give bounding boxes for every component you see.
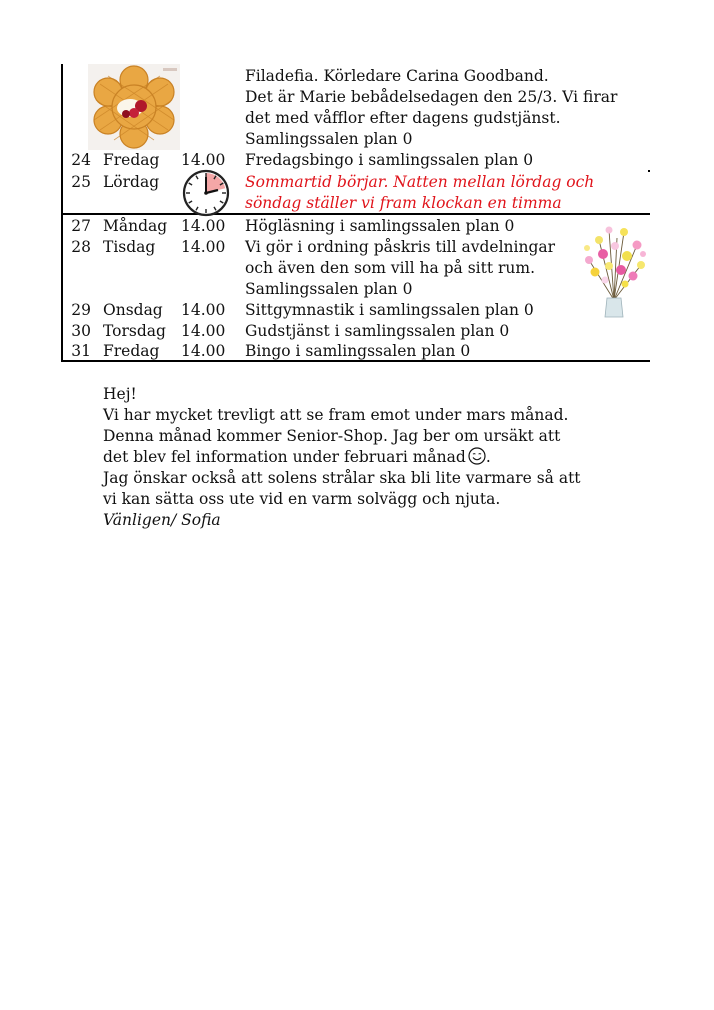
event-text-red-2: söndag ställer vi fram klockan en timma [245,194,562,212]
letter-greeting: Hej! [103,385,137,403]
letter-line-3 [103,447,491,468]
letter-line-1: Vi har mycket trevligt att se fram emot under mars månad. [103,406,569,424]
intro-line-1: Filadefia. Körledare Carina Goodband. [245,67,549,85]
day-name: Tisdag [103,238,156,256]
intro-line-3: det med våfflor efter dagens gudstjänst. [245,109,561,127]
event-text: Sittgymnastik i samlingssalen plan 0 [245,301,534,319]
event-time: 14.00 [181,151,226,169]
event-text: Bingo i samlingssalen plan 0 [245,342,471,360]
day-name: Måndag [103,217,168,235]
event-text-line-1: Vi gör i ordning påskris till avdelningar [245,238,556,256]
day-number: 31 [71,342,91,360]
day-number: 25 [71,173,91,191]
event-text: Högläsning i samlingssalen plan 0 [245,217,515,235]
event-time: 14.00 [181,301,226,319]
event-time: 14.00 [181,342,226,360]
day-name: Fredag [103,151,160,169]
letter-line-2: Denna månad kommer Senior-Shop. Jag ber om ursäkt att [103,427,561,445]
day-number: 24 [71,151,91,169]
event-time: 14.00 [181,217,226,235]
stray-dot [648,170,650,172]
day-name: Fredag [103,342,160,360]
intro-line-2: Det är Marie bebådelsedagen den 25/3. Vi firar [245,88,618,106]
smiley-icon [468,447,486,465]
clock-icon [180,169,232,217]
event-time: 14.00 [181,238,226,256]
waffle-image [88,64,180,150]
day-number: 27 [71,217,91,235]
day-name: Onsdag [103,301,163,319]
letter-line-3-period: . [485,448,491,466]
intro-line-4: Samlingssalen plan 0 [245,130,413,148]
letter-signature: Vänligen/ Sofia [103,511,221,529]
day-name: Torsdag [103,322,166,340]
flower-vase-image [579,220,649,320]
day-name: Lördag [103,173,160,191]
day-number: 29 [71,301,91,319]
letter-line-4: Jag önskar också att solens strålar ska bli lite varmare så att [103,469,581,487]
event-text: Gudstjänst i samlingssalen plan 0 [245,322,510,340]
event-text-line-3: Samlingssalen plan 0 [245,280,413,298]
day-number: 30 [71,322,91,340]
event-text-line-2: och även den som vill ha på sitt rum. [245,259,536,277]
letter-line-5: vi kan sätta oss ute vid en varm solvägg och njuta. [103,490,501,508]
letter-line-3-text: det blev fel information under februari månad [103,448,466,466]
day-number: 28 [71,238,91,256]
event-text: Fredagsbingo i samlingssalen plan 0 [245,151,534,169]
event-text-red-1: Sommartid börjar. Natten mellan lördag och [245,173,595,191]
event-time: 14.00 [181,322,226,340]
